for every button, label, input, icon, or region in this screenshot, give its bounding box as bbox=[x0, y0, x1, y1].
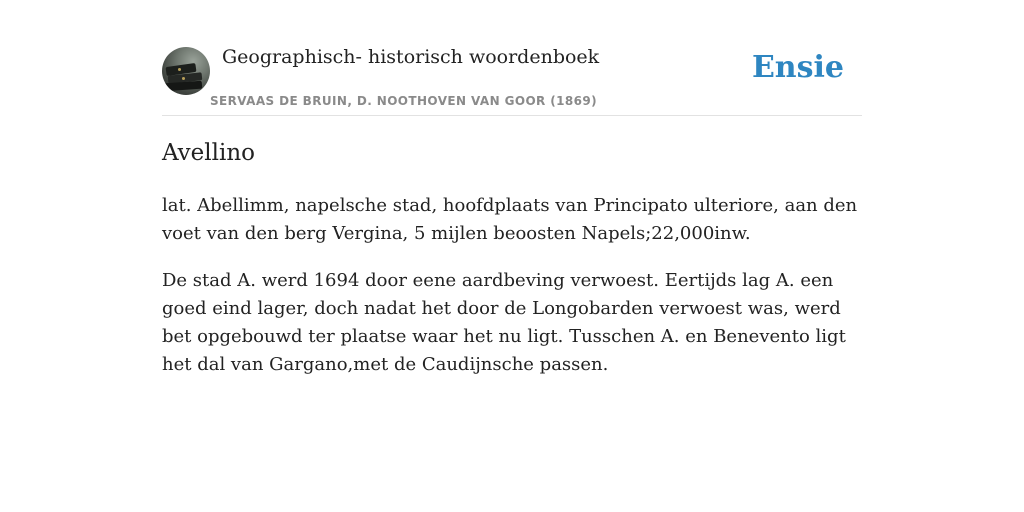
entry-title: Avellino bbox=[162, 140, 256, 166]
entry-paragraph: lat. Abellimm, napelsche stad, hoofdplaats van Principato ulteriore, aan den voet van den berg Vergina, 5 mijlen beoosten Napels;22,000inw. bbox=[162, 195, 858, 244]
entry-paragraph: De stad A. werd 1694 door eene aardbeving verwoest. Eertijds lag A. een goed eind lager, doch nadat het door de Longobarden verwoest was, werd bet opgebouwd ter plaatse waar het nu ligt. Tusschen A. en Benevento ligt het dal van Gargano,met de Caudijnsche passen. bbox=[162, 270, 846, 375]
book-authors: SERVAAS DE BRUIN, D. NOOTHOVEN VAN GOOR (1869) bbox=[210, 94, 598, 108]
source-header bbox=[162, 40, 862, 116]
book-spine-graphic bbox=[178, 68, 181, 71]
book-spine-graphic bbox=[164, 81, 202, 92]
ensie-logo-link[interactable]: Ensie bbox=[751, 50, 844, 85]
book-title-link[interactable]: Geographisch- historisch woordenboek bbox=[222, 46, 600, 68]
book-spine-graphic bbox=[182, 77, 185, 80]
book-cover-avatar[interactable] bbox=[162, 47, 210, 95]
